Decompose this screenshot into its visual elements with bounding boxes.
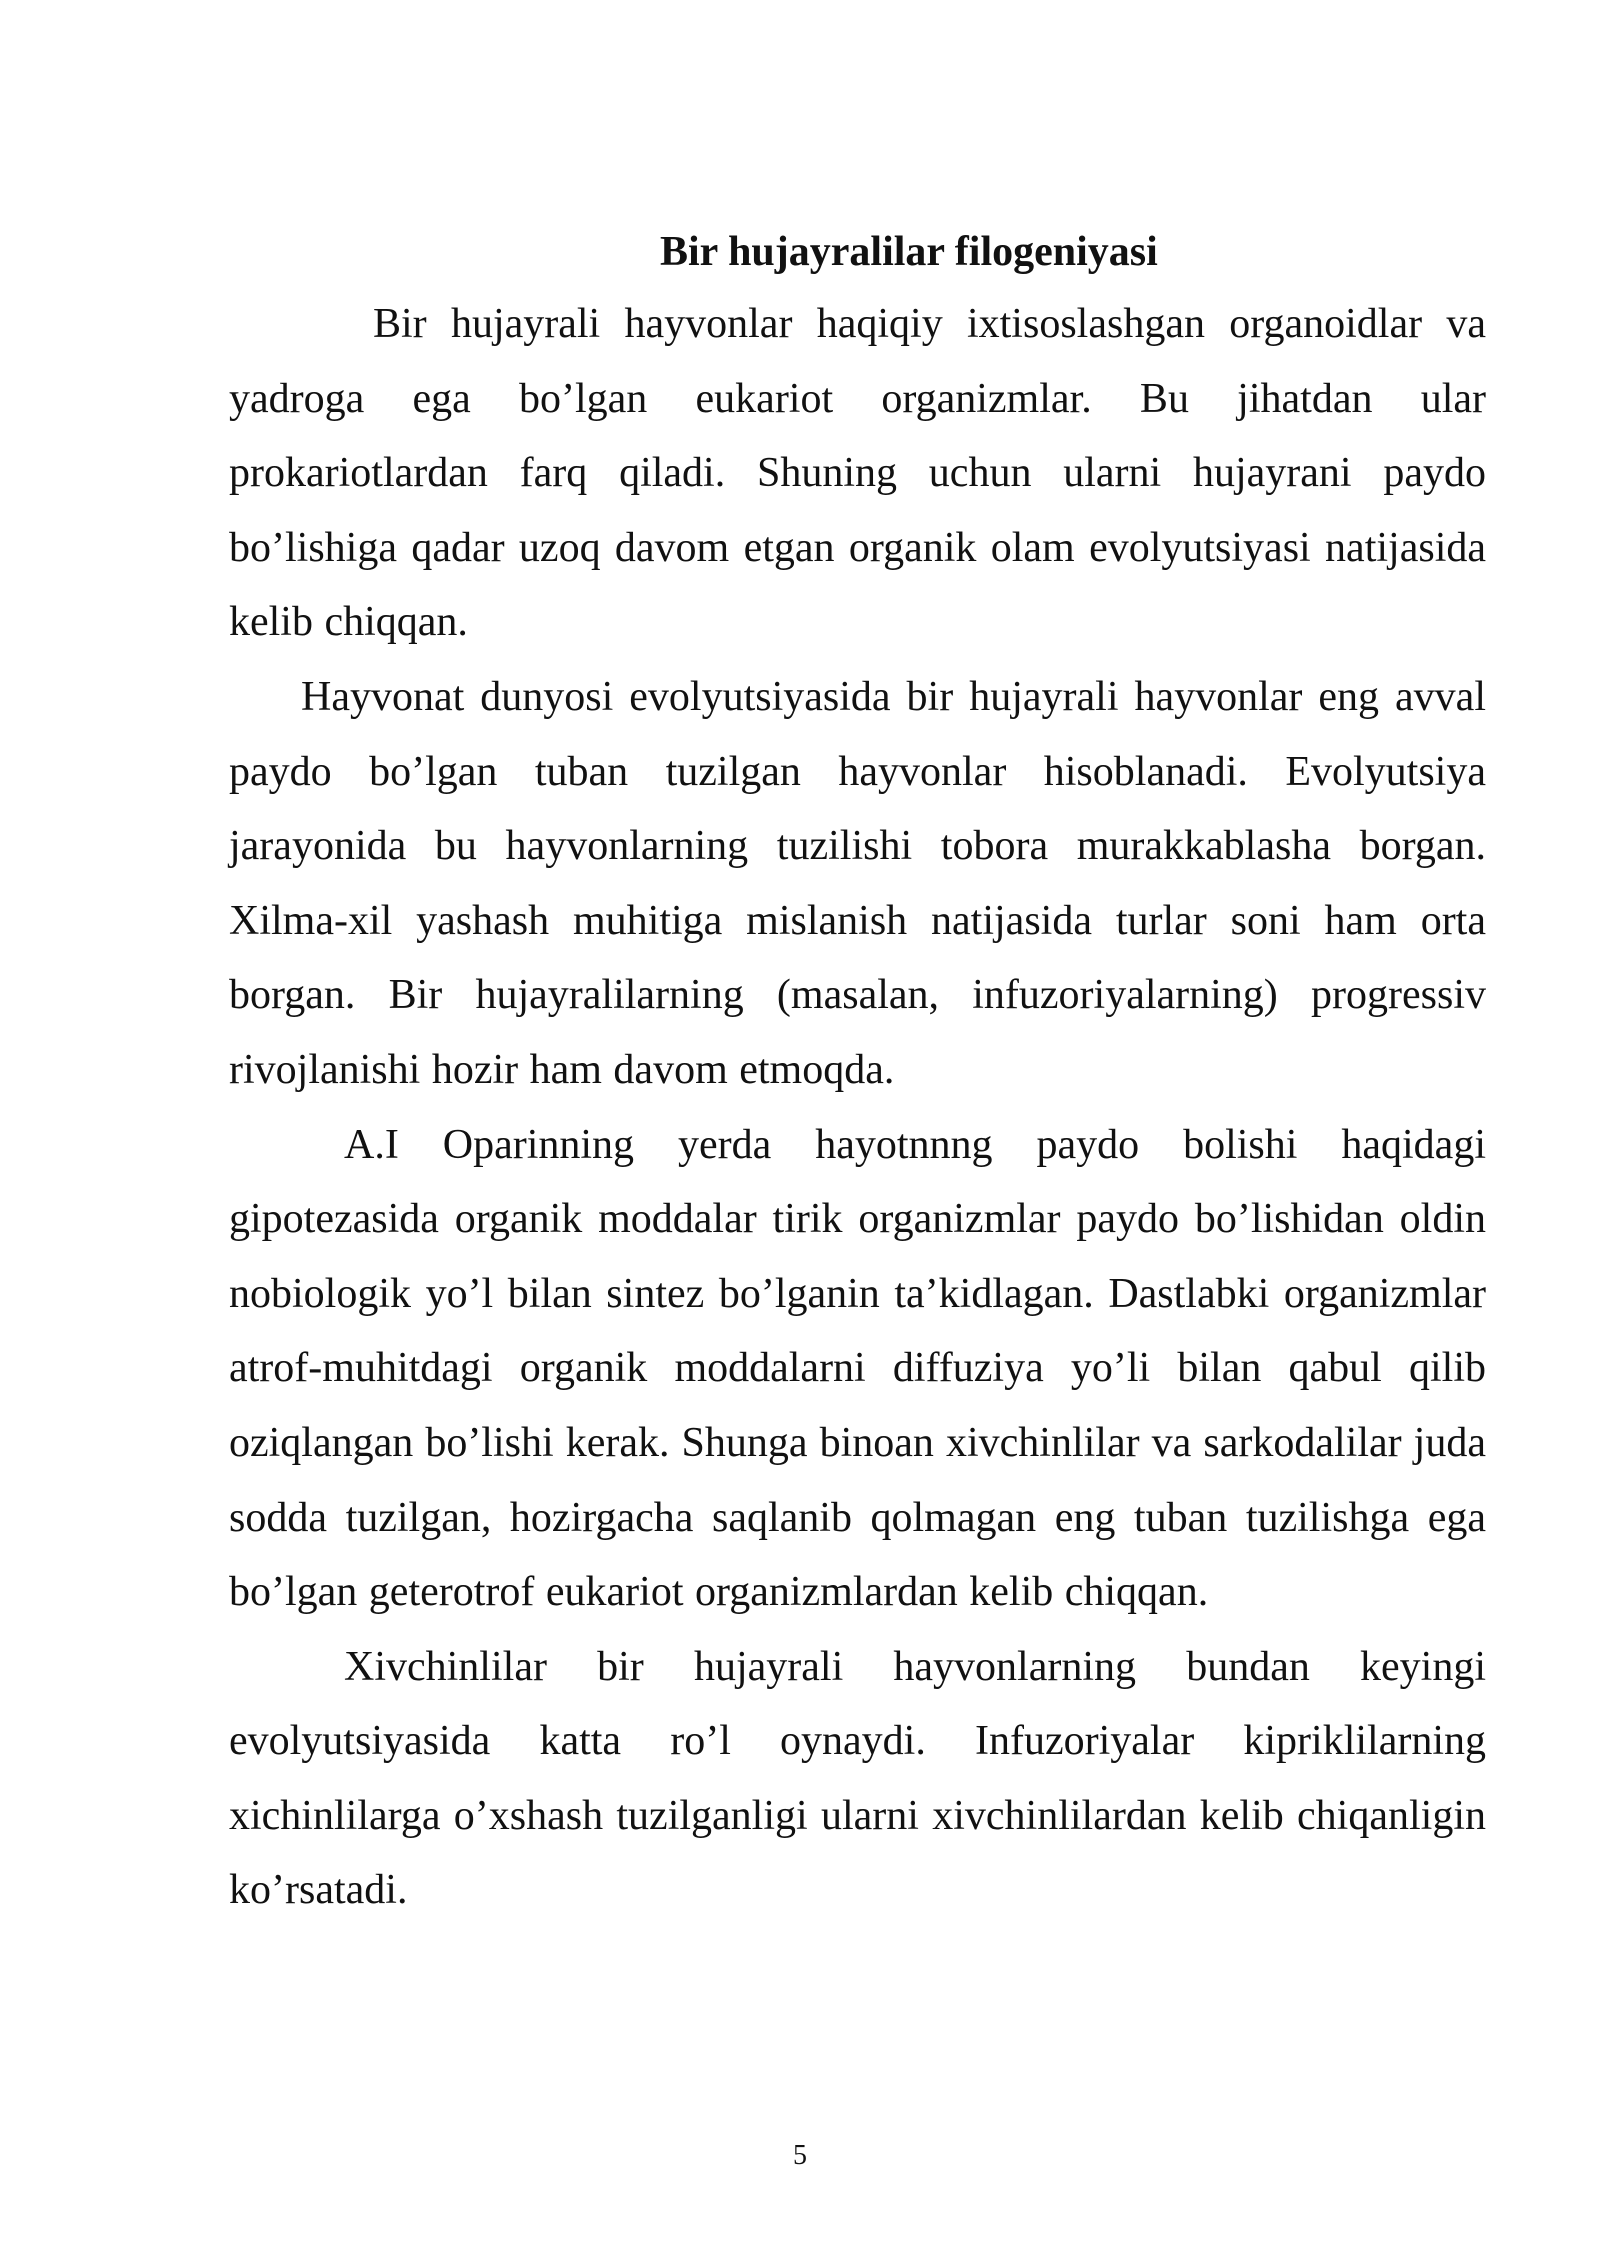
paragraph-4: Xivchinlilar bir hujayrali hayvonlarning bundan keyingi evolyutsiyasida katta ro’l oynaydi. Infuzoriyalar kipriklilarning xichinlilarga o’xshash tuzilganligi ularni xivchinlilardan kelib chiqanligin ko’rsatadi. (229, 1643, 1486, 1914)
paragraph-2: Hayvonat dunyosi evolyutsiyasida bir hujayrali hayvonlar eng avval paydo bo’lgan tuban tuzilgan hayvonlar hisoblanadi. Evolyutsiya jarayonida bu hayvonlarning tuzilishi tobora murakkablasha borgan. Xilma-xil yashash muhitiga mislanish natijasida turlar soni ham orta borgan. Bir hujayralilarning (masalan, infuzoriyalarning) progressiv rivojlanishi hozir ham davom etmoqda. (229, 673, 1486, 1093)
page-number: 5 (793, 2140, 807, 2171)
page-title: Bir hujayralilar filogeniyasi (660, 229, 1158, 275)
paragraph-3: A.I Oparinning yerda hayotnnng paydo bolishi haqidagi gipotezasida organik moddalar tirik organizmlar paydo bo’lishidan oldin nobiologik yo’l bilan sintez bo’lganin ta’kidlagan. Dastlabki organizmlar atrof-muhitdagi organik moddalarni diffuziya yo’li bilan qabul qilib oziqlangan bo’lishi kerak. Shunga binoan xivchinlilar va sarkodalilar juda sodda tuzilgan, hozirgacha saqlanib qolmagan eng tuban tuzilishga ega bo’lgan geterotrof eukariot organizmlardan kelib chiqqan. (229, 1121, 1486, 1616)
paragraph-1: Bir hujayrali hayvonlar haqiqiy ixtisoslashgan organoidlar va yadroga ega bo’lgan eukariot organizmlar. Bu jihatdan ular prokariotlardan farq qiladi. Shuning uchun ularni hujayrani paydo bo’lishiga qadar uzoq davom etgan organik olam evolyutsiyasi natijasida kelib chiqqan. (229, 301, 1486, 646)
page-content (229, 222, 1486, 1928)
